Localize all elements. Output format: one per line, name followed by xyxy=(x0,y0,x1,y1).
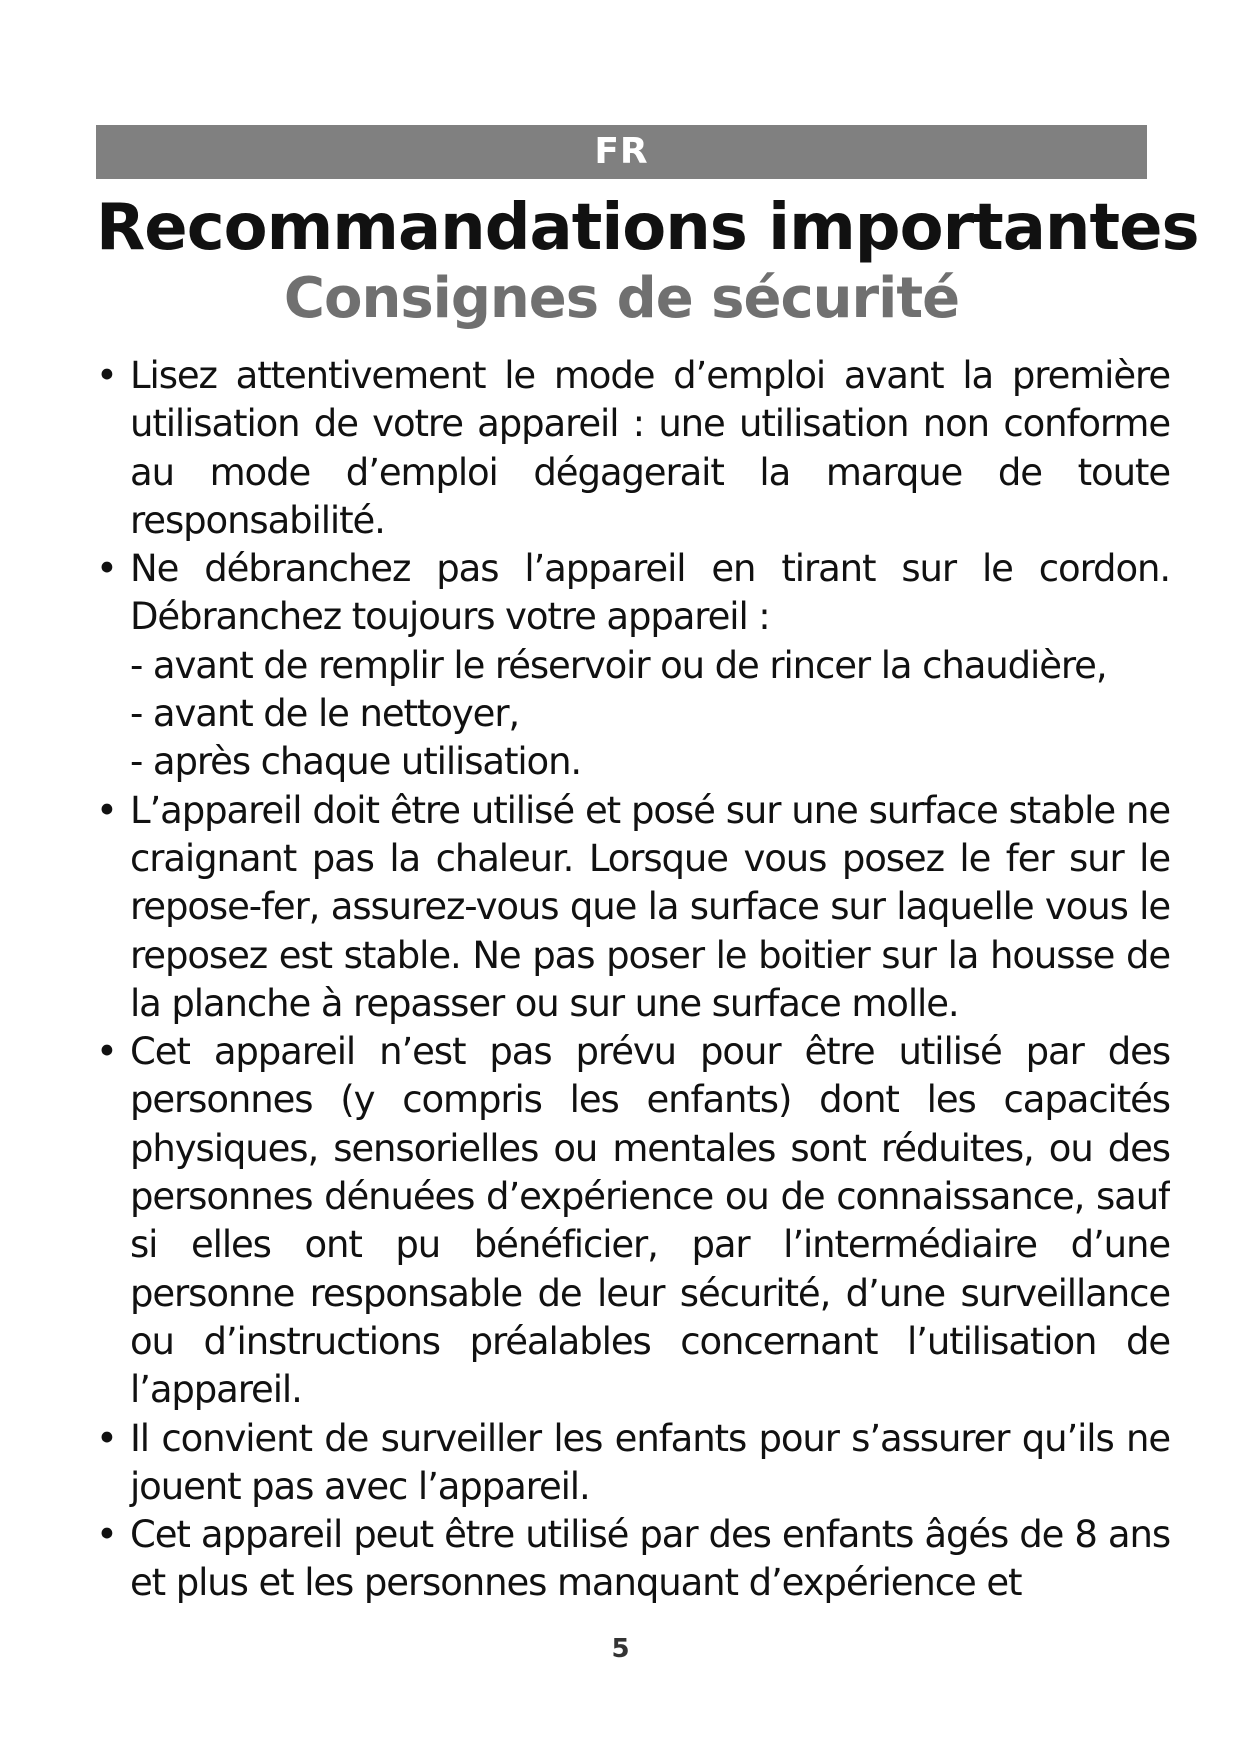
bullet-text: Ne débranchez pas l’appareil en tirant sur le cordon. Débranchez toujours votre appareil : xyxy=(130,547,1170,639)
bullet-text: Cet appareil peut être utilisé par des enfants âgés de 8 ans et plus et les personnes manquant d’expérience et xyxy=(130,1513,1170,1605)
bullet-text: Cet appareil n’est pas prévu pour être utilisé par des personnes (y compris les enfants) dont les capacités physiques, sensorielles ou mentales sont réduites, ou des personnes dénuées d’expérience ou de connaissance, sauf si elles ont pu bénéficier, par l’intermédiaire d’une personne responsable de leur sécurité, d’une surveillance ou d’instructions préalables concernant l’utilisation de l’appareil. xyxy=(130,1030,1170,1412)
bullet-item xyxy=(96,352,1170,545)
bullet-text: Il convient de surveiller les enfants pour s’assurer qu’ils ne jouent pas avec l’appareil. xyxy=(130,1416,1170,1508)
bullet-text: Lisez attentivement le mode d’emploi avant la première utilisation de votre appareil : une utilisation non conforme au mode d’emploi dégagerait la marque de toute responsabilité. xyxy=(130,354,1170,542)
sub-list xyxy=(130,642,1170,787)
section-subtitle: Consignes de sécurité xyxy=(283,266,960,331)
bullet-item xyxy=(96,1511,1170,1608)
language-bar: FR xyxy=(96,125,1147,179)
bullet-item xyxy=(96,1028,1170,1414)
page-title: Recommandations importantes xyxy=(96,191,1199,265)
bullet-list xyxy=(96,352,1170,1608)
bullet-text: L’appareil doit être utilisé et posé sur une surface stable ne craignant pas la chaleur. Lorsque vous posez le fer sur le repose-fer, assurez-vous que la surface sur laquelle vous le reposez est stable. Ne pas poser le boitier sur la housse de la planche à repasser ou sur une surface molle. xyxy=(130,788,1170,1025)
bullet-item xyxy=(96,787,1170,1028)
sub-list-item: - avant de le nettoyer, xyxy=(130,692,520,736)
safety-instructions xyxy=(96,352,1170,1624)
page-number: 5 xyxy=(611,1634,630,1664)
sub-list-item: - après chaque utilisation. xyxy=(130,740,582,784)
bullet-item xyxy=(96,1415,1170,1512)
sub-list-item: - avant de remplir le réservoir ou de rincer la chaudière, xyxy=(130,643,1107,687)
bullet-item xyxy=(96,545,1170,786)
